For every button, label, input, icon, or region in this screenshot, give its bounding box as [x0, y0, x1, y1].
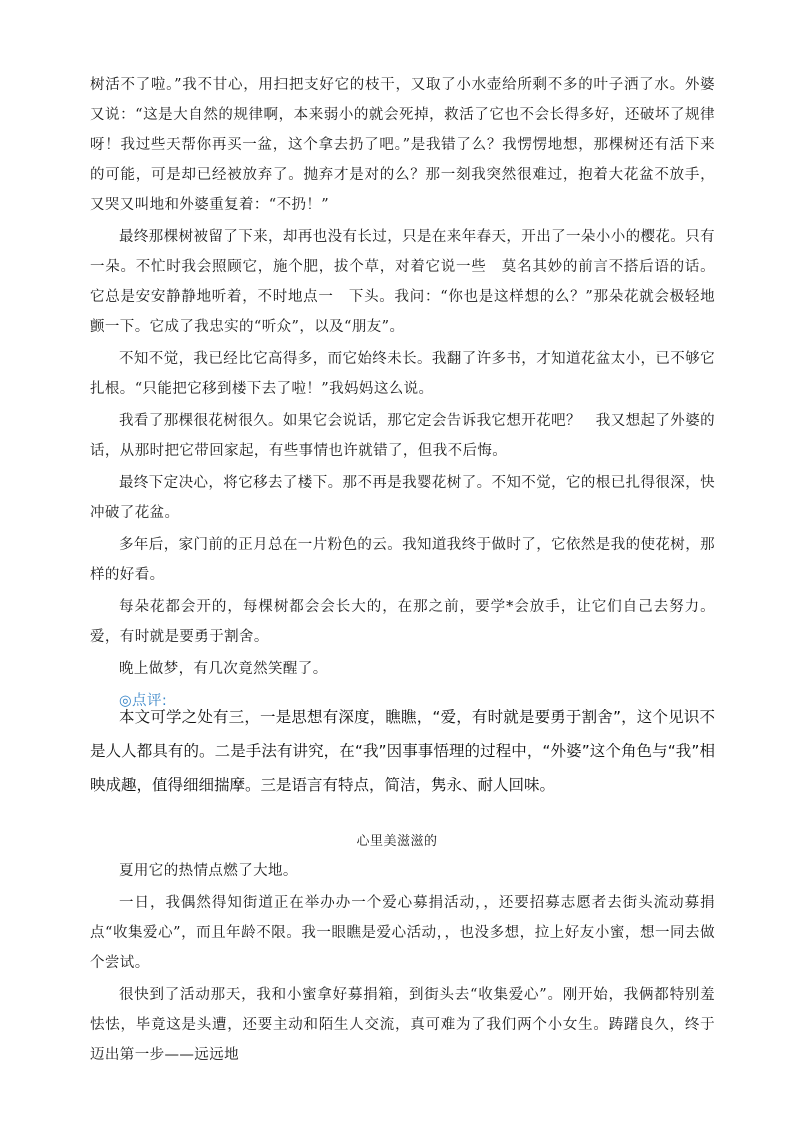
story-two-body [90, 856, 715, 1070]
paragraph: 最终下定决心，将它移去了楼下。那不再是我婴花树了。不知不觉，它的根已扎得很深，快冲破了花盆。 [90, 475, 715, 521]
paragraph: 夏用它的热情点燃了大地。 [119, 863, 298, 879]
story-two-title: 心里美滋滋的 [356, 834, 438, 849]
review-text: 本文可学之处有三，一是思想有深度，瞧瞧，“爱，有时就是要勇于割舍”，这个见识不是人人都具有的。二是手法有讲究，在“我”因事事悟理的过程中，“外婆”这个角色与“我”相映成趣，值得细细揣摩。三是语言有特点，简洁，隽永、耐人回味。 [90, 708, 715, 794]
paragraph: 我看了那棵很花树很久。如果它会说话，那它定会告诉我它想开花吧？ 我又想起了外婆的话，从那时把它带回家起，有些事情也许就错了，但我不后悔。 [90, 413, 715, 459]
paragraph: 树活不了啦。”我不甘心，用扫把支好它的枝干，又取了小水壶给所剩不多的叶子洒了水。外婆又说：“这是大自然的规律啊，本来弱小的就会死掉，救活了它也不会长得多好，还破坏了规律呀！我过些天帮你再买一盆，这个拿去扔了吧。”是我错了么？我愣愣地想，那棵树还有活下来的可能，可是却已经被放弃了。抛弃才是对的么？那一刻我突然很难过，抱着大花盆不放手，又哭又叫地和外婆重复着：“不扔！” [90, 77, 715, 213]
paragraph: 多年后，家门前的正月总在一片粉色的云。我知道我终于做时了，它依然是我的使花树，那样的好看。 [90, 537, 715, 583]
story-one-body [90, 70, 715, 716]
paragraph: 每朵花都会开的，每棵树都会会长大的，在那之前，要学*会放手，让它们自己去努力。爱，有时就是要勇于割舍。 [90, 599, 715, 645]
paragraph: 很快到了活动那天，我和小蜜拿好募捐箱，到街头去“收集爱心”。刚开始，我俩都特别羞怯怯，毕竟这是头遭，还要主动和陌生人交流，真可难为了我们两个小女生。踌躇良久，终于迈出第一步——远远地 [90, 987, 715, 1063]
paragraph: 不知不觉，我已经比它高得多，而它始终未长。我翻了许多书，才知道花盆太小，已不够它扎根。“只能把它移到楼下去了啦！”我妈妈这么说。 [90, 351, 715, 397]
paragraph: 晚上做梦，有几次竟然笑醒了。 [119, 661, 328, 677]
paragraph: 最终那棵树被留了下来，却再也没有长过，只是在来年春天，开出了一朵小小的樱花。只有一朵。不忙时我会照顾它，施个肥，拔个草，对着它说一些 莫名其妙的前言不搭后语的话。它总是安安静静地听着，不时地点一 下头。我问：“你也是这样想的么？”那朵花就会极轻地颤一下。它成了我忠实的“听众”，以及“朋友”。 [90, 229, 715, 335]
paragraph: 一日，我偶然得知街道正在举办办一个爱心募捐活动，，还要招募志愿者去街头流动募捐点“收集爱心”，而且年龄不限。我一眼瞧是爱心活动，，也没多想，拉上好友小蜜，想一同去做个尝试。 [90, 895, 715, 971]
review-label: ◎点评: [119, 693, 168, 709]
